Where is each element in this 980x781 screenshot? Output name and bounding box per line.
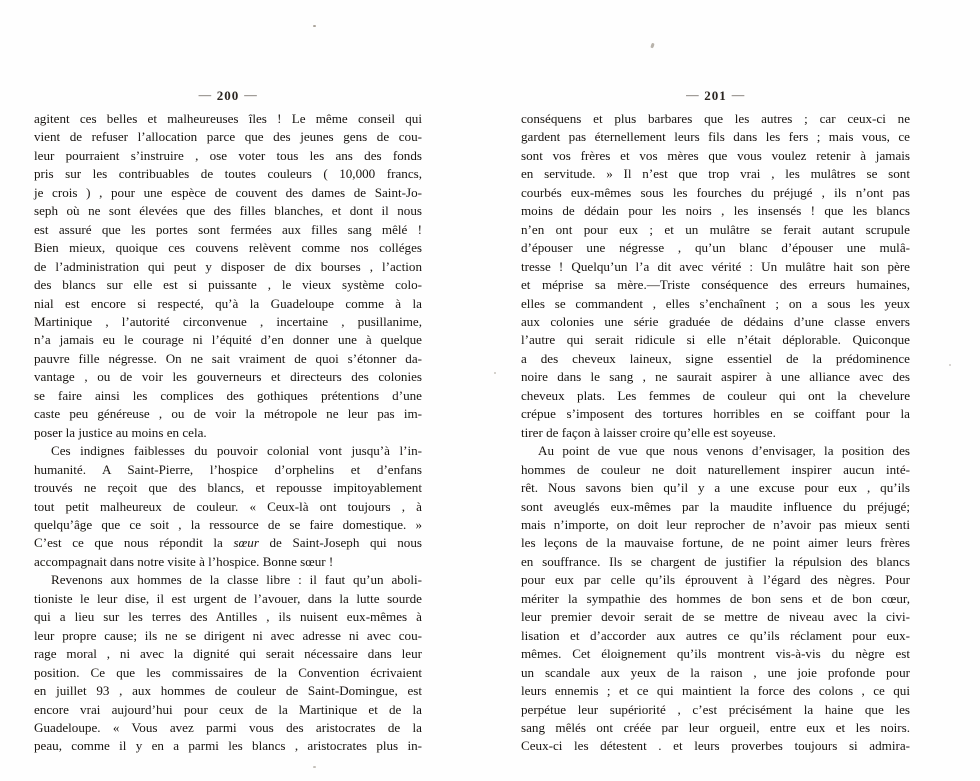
text-line: en servitude. » Il n’est que trop vrai , les mulâtres se sont <box>521 166 910 182</box>
text-line: Revenons aux hommes de la classe libre : il faut qu’un aboli- <box>51 572 422 588</box>
text-line: est assuré que les portes sont fermées aux filles sang mêlé ! <box>34 221 422 237</box>
text-line: courbés eux-mêmes sous les fourches du préjugé , ils n’ont pas <box>521 184 910 200</box>
folio-rule-right: — <box>731 88 745 102</box>
text-line: rêt. Nous savons bien qu’il y a une excuse pour eux , qu’ils <box>521 480 910 496</box>
text-line: tirer de façon à laisser croire qu’elle est soyeuse. <box>521 424 776 440</box>
text-line: aux colonies une série graduée de dédains d’une classe envers <box>521 313 910 329</box>
text-line: leur premier devoir serait de se mettre de niveau avec la civi- <box>521 609 910 625</box>
text-line: et méprise sa mère.—Triste conséquence des erreurs humaines, <box>521 277 910 293</box>
text-line: vantage , ou de voir les gouverneurs et directeurs des colonies <box>34 369 422 385</box>
text-line: sont vos frères et vos mères que vous voulez retenir à jamais <box>521 147 910 163</box>
text-line: quelqu’âge que ce soit , la ressource de se faire domestique. » <box>34 516 422 532</box>
text-line: seph où ne sont élevées que des filles blanches, et dont il nous <box>34 203 422 219</box>
text-line: en juillet 93 , aux hommes de couleur de Saint-Domingue, est <box>34 683 422 699</box>
text-line: agitent ces belles et malheureuses îles ! Le même conseil qui <box>34 111 422 126</box>
text-line: Guadeloupe. « Vous avez parmi vous des aristocrates de la <box>34 719 422 735</box>
paragraph <box>34 110 422 442</box>
italic-run: sœur <box>233 535 259 551</box>
scan-speck-icon <box>949 364 951 366</box>
text-line: a des cheveux laineux, signe essentiel de la prédominence <box>521 350 910 366</box>
text-line: qui a lieu sur les terres des Antilles , ils nuisent eux-mêmes à <box>34 609 422 625</box>
paragraph <box>521 110 910 442</box>
text-line: mais n’importe, on doit leur reprocher de n’avoir pas mieux senti <box>521 516 910 532</box>
text-line: perpétue leur supériorité , c’est précisément la haine que les <box>521 701 910 717</box>
paragraph <box>521 442 910 756</box>
text-line: se faire ainsi les complices des gothiques prétentions d’une <box>34 387 422 403</box>
scan-speck-icon <box>313 766 316 768</box>
page-folio-right <box>521 88 910 104</box>
text-line: mériter la sympathie des hommes de bon sens et de bon cœur, <box>521 590 910 606</box>
text-line: peau, comme il y en a parmi les blancs , aristocrates plus in- <box>34 738 422 754</box>
text-line: en souffrance. Ils se chargent de justifier la répulsion des blancs <box>521 553 910 569</box>
paragraph <box>34 442 422 571</box>
text-line: Martinique , l’autorité circonvenue , incertaine , pusillanime, <box>34 313 422 329</box>
text-line: gardent pas éternellement leurs fils dans les fers ; mais vous, ce <box>521 129 910 145</box>
text-line: n’a jamais eu le courage ni l’équité d’en donner une à quelque <box>34 332 422 348</box>
text-line: humanité. A Saint-Pierre, l’hospice d’orphelins et d’enfans <box>34 461 422 477</box>
folio-rule-right: — <box>244 88 258 102</box>
page-folio-left <box>34 88 422 104</box>
scan-speck-icon <box>494 372 496 374</box>
folio-rule-left: — <box>686 88 700 102</box>
text-line: Bien mieux, quoique ces couvens relèvent comme nos colléges <box>34 240 422 256</box>
text-line: poser la justice au moins en cela. <box>34 424 207 440</box>
text-column-right <box>521 110 910 756</box>
text-line: Ces indignes faiblesses du pouvoir colonial vont jusqu’à l’in- <box>51 443 422 459</box>
folio-rule-left: — <box>198 88 212 102</box>
text-line: un scandale aux yeux de la raison , une joie profonde pour <box>521 664 910 680</box>
folio-number-right: 201 <box>704 88 727 103</box>
text-line: trouvés ne reçoit que des blancs, et repousse impitoyablement <box>34 480 422 496</box>
text-line: conséquens et plus barbares que les autres ; car ceux-ci ne <box>521 111 910 126</box>
text-line: caste peu généreuse , ou de voir la métropole ne leur pas im- <box>34 406 422 422</box>
text-line: lisation et d’accorder aux autres ce qu’ils réclament pour eux- <box>521 627 910 643</box>
text-line: noire dans le sang , ne saurait aspirer à une alliance avec des <box>521 369 910 385</box>
text-line: l’autre qui serait ridicule si elle n’était déplorable. Quiconque <box>521 332 910 348</box>
text-line: de l’administration qui peut y disposer de dix bourses , l’action <box>34 258 422 274</box>
text-line: C’est ce que nous répondit la sœur de Saint-Joseph qui nous <box>34 535 422 551</box>
scan-speck-icon <box>650 43 654 49</box>
text-column-left <box>34 110 422 756</box>
text-line: rage moral , ni avec la dignité qui serait nécessaire dans leur <box>34 646 422 662</box>
text-line: je crois ) , pour une espèce de couvent des dames de Saint-Jo- <box>34 184 422 200</box>
text-line: accompagnait dans notre visite à l’hospice. Bonne sœur ! <box>34 553 334 569</box>
text-line: d’épouser une négresse , qu’un blanc d’épouser une mulâ- <box>521 240 910 256</box>
folio-number-left: 200 <box>216 88 240 103</box>
text-line: position. Ce que les commissaires de la Convention écrivaient <box>34 664 422 680</box>
text-line: Ceux-ci les détestent . et leurs proverbes toujours si admira- <box>521 738 910 754</box>
text-line: tout petit malheureux de couleur. « Ceux-là ont toujours , à <box>34 498 422 514</box>
text-line: encore vrai aujourd’hui pour ceux de la Martinique et de la <box>34 701 422 717</box>
text-line: Au point de vue que nous venons d’envisager, la position des <box>538 443 910 459</box>
paragraph <box>34 571 422 756</box>
text-line: crépue s’imposent des tortures horribles en se coiffant pour la <box>521 406 910 422</box>
text-line: leurs ennemis ; et ce qui maintient la force des colons , ce qui <box>521 683 910 699</box>
text-line: hommes de couleur ne doit naturellement inspirer aucun inté- <box>521 461 910 477</box>
text-line: pris sur les contribuables de toutes couleurs ( 10,000 francs, <box>34 166 422 182</box>
text-line: leur pourraient s’instruire , ose voter tous les ans des fonds <box>34 147 422 163</box>
text-line: tioniste le leur dise, il est urgent de l’avouer, dans la lutte sourde <box>34 590 422 606</box>
text-line: elles se commandent , elles s’enchaînent ; on a sous les yeux <box>521 295 910 311</box>
text-line: cheveux plats. Les femmes de couleur qui ont la chevelure <box>521 387 910 403</box>
text-line: nial est encore si respecté, qu’à la Guadeloupe comme à la <box>34 295 422 311</box>
text-line: n’en ont pour eux ; et un mulâtre se ferait autant scrupule <box>521 221 910 237</box>
text-line: pour eux par celle qu’ils éprouvent à l’égard des nègres. Pour <box>521 572 910 588</box>
scan-speck-icon <box>313 25 316 27</box>
text-line: sang mêlés ont créée par leur orgueil, entre eux et les noirs. <box>521 719 910 735</box>
text-line: pauvre fille négresse. On ne sait vraiment de quoi s’étonner da- <box>34 350 422 366</box>
text-line: sont aveuglés eux-mêmes par la maudite influence du préjugé; <box>521 498 910 514</box>
text-line: leur propre cause; ils ne se dirigent ni avec adresse ni avec cou- <box>34 627 422 643</box>
text-line: vient de refuser l’allocation parce que des jeunes gens de cou- <box>34 129 422 145</box>
text-line: mêmes. Cet éloignement qu’ils montrent vis-à-vis du nègre est <box>521 646 910 662</box>
text-line: moins de dédain pour les noirs , les insensés ! que les blancs <box>521 203 910 219</box>
text-line: les leçons de la mauvaise fortune, de ne point aimer leurs frères <box>521 535 910 551</box>
text-line: tresse ! Quelqu’un l’a dit avec vérité : Un mulâtre hait son père <box>521 258 910 274</box>
text-line: des blancs sur elle est si puissante , le vieux système colo- <box>34 277 422 293</box>
